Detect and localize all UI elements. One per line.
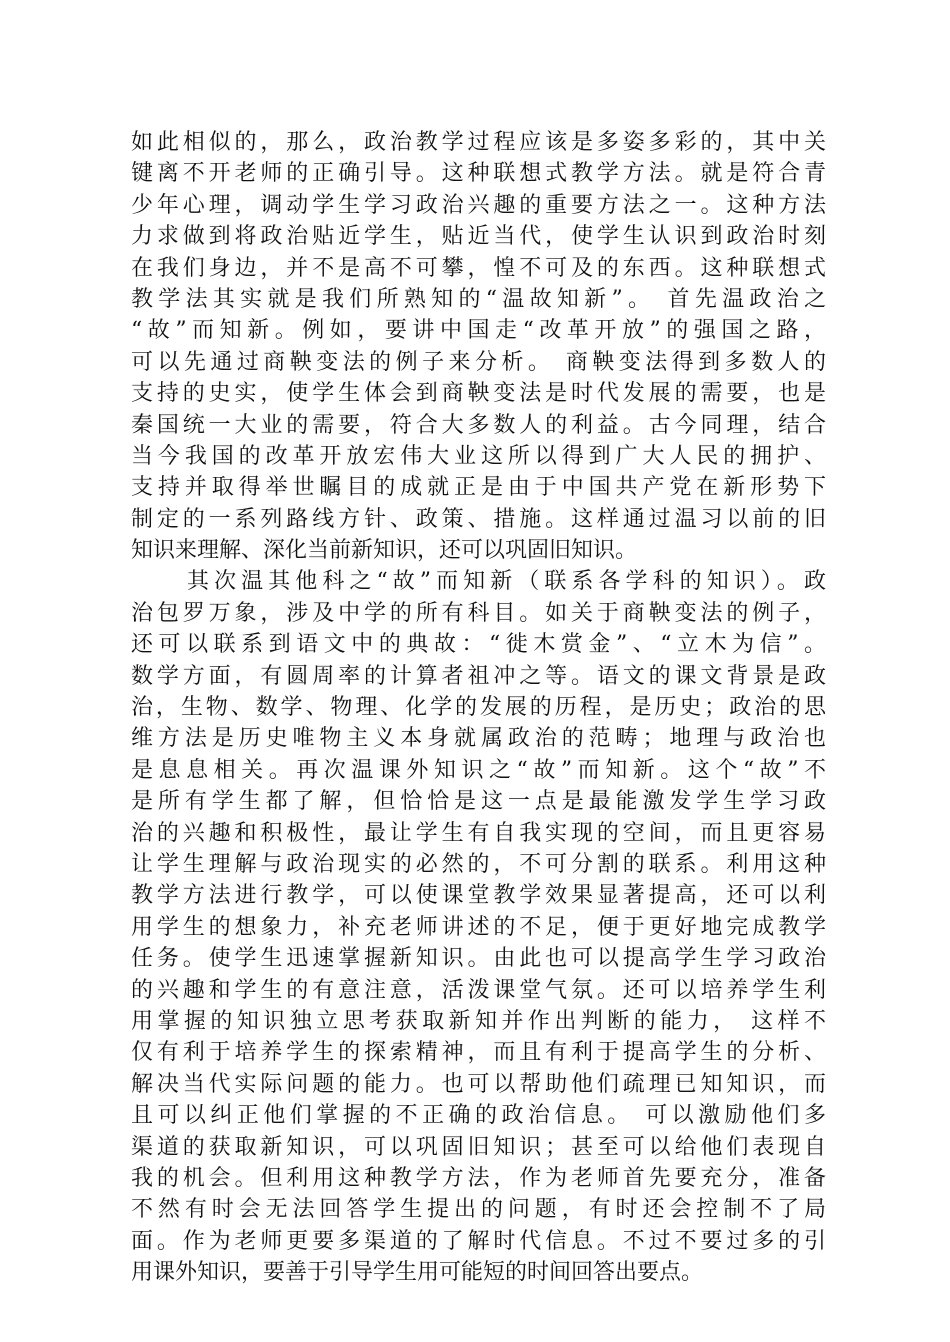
text-line: 可以先通过商鞅变法的例子来分析。 商鞅变法得到多数人的 xyxy=(131,349,826,375)
paragraph-start-line: 其次温其他科之“故”而知新（联系各学科的知识）。政 xyxy=(187,569,826,595)
text-line: 仅有利于培养学生的探索精神，而且有利于提高学生的分析、 xyxy=(131,1040,826,1066)
text-line: 数学方面，有圆周率的计算者祖冲之等。语文的课文背景是政 xyxy=(131,663,826,689)
text-line: 如此相似的，那么，政治教学过程应该是多姿多彩的，其中关 xyxy=(131,130,826,155)
text-line: 渠道的获取新知识，可以巩固旧知识；甚至可以给他们表现自 xyxy=(131,1134,826,1160)
text-line: 在我们身边，并不是高不可攀，惶不可及的东西。这种联想式 xyxy=(131,255,826,281)
text-line: “故”而知新。例如，要讲中国走“改革开放”的强国之路， xyxy=(131,318,826,344)
text-line: 解决当代实际问题的能力。也可以帮助他们疏理已知知识，而 xyxy=(131,1071,826,1097)
text-line: 键离不开老师的正确引导。这种联想式教学方法。就是符合青 xyxy=(131,161,826,187)
text-line: 的兴趣和学生的有意注意，活泼课堂气氛。还可以培养学生利 xyxy=(131,977,826,1003)
text-line: 少年心理，调动学生学习政治兴趣的重要方法之一。这种方法 xyxy=(131,192,826,218)
text-line: 用掌握的知识独立思考获取新知并作出判断的能力， 这样不 xyxy=(131,1008,826,1034)
text-line: 是息息相关。再次温课外知识之“故”而知新。这个“故”不 xyxy=(131,757,826,783)
text-line: 任务。使学生迅速掌握新知识。由此也可以提高学生学习政治 xyxy=(131,946,826,972)
text-line: 秦国统一大业的需要，符合大多数人的利益。古今同理，结合 xyxy=(131,412,826,438)
text-line: 治，生物、数学、物理、化学的发展的历程，是历史；政治的思 xyxy=(131,695,826,721)
text-line: 教学法其实就是我们所熟知的“温故知新”。 首先温政治之 xyxy=(131,286,826,312)
text-line: 面。作为老师更要多渠道的了解时代信息。不过不要过多的引 xyxy=(131,1228,826,1254)
text-line: 用学生的想象力，补充老师讲述的不足，便于更好地完成教学 xyxy=(131,914,826,940)
text-line: 且可以纠正他们掌握的不正确的政治信息。 可以激励他们多 xyxy=(131,1103,826,1129)
text-line: 力求做到将政治贴近学生，贴近当代，使学生认识到政治时刻 xyxy=(131,224,826,250)
text-line: 知识来理解、深化当前新知识，还可以巩固旧知识。 xyxy=(131,538,638,564)
text-line: 让学生理解与政治现实的必然的，不可分割的联系。利用这种 xyxy=(131,851,826,877)
text-line: 当今我国的改革开放宏伟大业这所以得到广大人民的拥护、 xyxy=(131,443,826,469)
document-body xyxy=(131,127,826,1288)
text-line: 治包罗万象，涉及中学的所有科目。如关于商鞅变法的例子， xyxy=(131,600,826,626)
text-line: 制定的一系列路线方针、政策、措施。这样通过温习以前的旧 xyxy=(131,506,826,532)
text-line: 支持的史实，使学生体会到商鞅变法是时代发展的需要，也是 xyxy=(131,381,826,407)
text-line: 支持并取得举世瞩目的成就正是由于中国共产党在新形势下 xyxy=(131,475,826,501)
text-line: 用课外知识，要善于引导学生用可能短的时间回答出要点。 xyxy=(131,1260,704,1286)
text-line: 不然有时会无法回答学生提出的问题，有时还会控制不了局 xyxy=(131,1197,826,1223)
text-line: 维方法是历史唯物主义本身就属政治的范畴；地理与政治也 xyxy=(131,726,826,752)
text-line: 是所有学生都了解，但恰恰是这一点是最能激发学生学习政 xyxy=(131,789,826,815)
text-line: 教学方法进行教学，可以使课堂教学效果显著提高，还可以利 xyxy=(131,883,826,909)
text-line: 还可以联系到语文中的典故：“徙木赏金”、“立木为信”。 xyxy=(131,632,826,658)
text-line: 我的机会。但利用这种教学方法，作为老师首先要充分，准备 xyxy=(131,1165,826,1191)
text-line: 治的兴趣和积极性，最让学生有自我实现的空间，而且更容易 xyxy=(131,820,826,846)
